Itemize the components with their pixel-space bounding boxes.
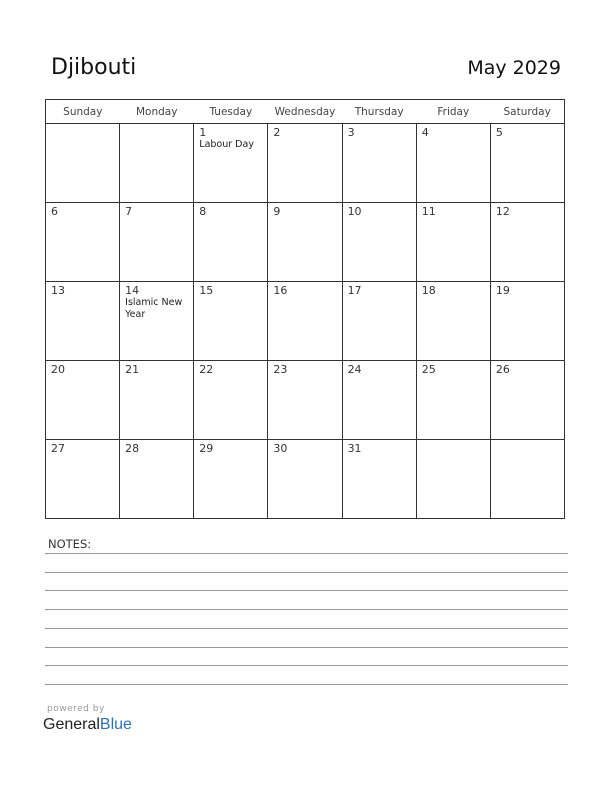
day-cell xyxy=(194,124,268,203)
day-cell xyxy=(342,361,416,440)
day-cell xyxy=(46,440,120,519)
day-cell xyxy=(490,282,564,361)
day-number: 18 xyxy=(421,284,436,297)
week-row xyxy=(46,203,565,282)
day-number: 24 xyxy=(347,363,362,376)
day-cell xyxy=(194,282,268,361)
day-cell xyxy=(46,124,120,203)
day-number: 17 xyxy=(347,284,362,297)
day-cell xyxy=(120,124,194,203)
notes-line xyxy=(45,628,568,629)
day-number: 31 xyxy=(347,442,362,455)
weekday-tuesday: Tuesday xyxy=(194,100,268,124)
calendar-country: Djibouti xyxy=(51,55,137,80)
day-cell xyxy=(490,440,564,519)
day-number: 10 xyxy=(347,205,362,218)
day-number: 30 xyxy=(273,442,288,455)
day-number: 9 xyxy=(273,205,281,218)
calendar-grid xyxy=(45,99,565,519)
weekday-header-row xyxy=(46,100,565,124)
day-number: 6 xyxy=(51,205,58,218)
brand-blue: Blue xyxy=(99,716,132,733)
brand-general: General xyxy=(43,716,100,733)
day-cell xyxy=(268,282,342,361)
day-cell xyxy=(416,440,490,519)
weekday-friday: Friday xyxy=(416,100,490,124)
day-cell xyxy=(490,203,564,282)
day-cell xyxy=(194,203,268,282)
weekday-monday: Monday xyxy=(120,100,194,124)
day-cell xyxy=(120,440,194,519)
day-number: 16 xyxy=(273,284,288,297)
day-number: 20 xyxy=(51,363,65,376)
notes-line xyxy=(45,609,568,610)
day-cell xyxy=(342,440,416,519)
day-cell xyxy=(342,124,416,203)
notes-line xyxy=(45,590,568,591)
day-cell xyxy=(490,361,564,440)
day-cell xyxy=(342,203,416,282)
notes-line xyxy=(45,553,568,554)
day-cell xyxy=(46,282,120,361)
day-number: 19 xyxy=(495,284,510,297)
weekday-sunday: Sunday xyxy=(46,100,120,124)
calendar-month-year: May 2029 xyxy=(467,57,561,79)
week-row xyxy=(46,361,565,440)
notes-label: NOTES: xyxy=(48,537,92,551)
generalblue-logo xyxy=(43,716,132,734)
day-cell xyxy=(194,361,268,440)
notes-line xyxy=(45,647,568,648)
day-number: 14 xyxy=(125,284,140,297)
week-row xyxy=(46,440,565,519)
day-cell xyxy=(416,282,490,361)
day-cell xyxy=(416,124,490,203)
day-cell xyxy=(268,440,342,519)
day-number: 23 xyxy=(273,363,288,376)
day-cell xyxy=(268,203,342,282)
weekday-saturday: Saturday xyxy=(490,100,564,124)
day-number: 21 xyxy=(125,363,140,376)
day-number: 12 xyxy=(495,205,510,218)
day-number: 3 xyxy=(347,126,355,139)
day-cell xyxy=(120,203,194,282)
day-number: 25 xyxy=(421,363,436,376)
day-number: 28 xyxy=(125,442,140,455)
weekday-wednesday: Wednesday xyxy=(268,100,342,124)
day-number: 1 xyxy=(199,126,207,139)
day-number: 7 xyxy=(125,205,133,218)
holiday-label: Islamic New Year xyxy=(125,297,183,320)
day-cell xyxy=(416,361,490,440)
day-number: 27 xyxy=(51,442,65,455)
day-number: 13 xyxy=(51,284,65,297)
notes-line xyxy=(45,684,568,685)
holiday-label: Labour Day xyxy=(199,139,254,150)
day-number: 2 xyxy=(273,126,281,139)
day-cell xyxy=(46,361,120,440)
day-cell xyxy=(46,203,120,282)
day-number: 8 xyxy=(199,205,207,218)
week-row xyxy=(46,124,565,203)
day-cell xyxy=(120,282,194,361)
day-number: 29 xyxy=(199,442,214,455)
day-number: 22 xyxy=(199,363,214,376)
day-number: 11 xyxy=(421,205,436,218)
day-number: 26 xyxy=(495,363,510,376)
day-number: 4 xyxy=(421,126,429,139)
day-number: 5 xyxy=(495,126,503,139)
notes-line xyxy=(45,665,568,666)
notes-line xyxy=(45,572,568,573)
day-cell xyxy=(194,440,268,519)
day-cell xyxy=(120,361,194,440)
powered-by-label: powered by xyxy=(47,704,105,714)
day-cell xyxy=(268,124,342,203)
day-cell xyxy=(416,203,490,282)
weekday-thursday: Thursday xyxy=(342,100,416,124)
day-cell xyxy=(490,124,564,203)
day-cell xyxy=(342,282,416,361)
day-cell xyxy=(268,361,342,440)
day-number: 15 xyxy=(199,284,214,297)
week-row xyxy=(46,282,565,361)
